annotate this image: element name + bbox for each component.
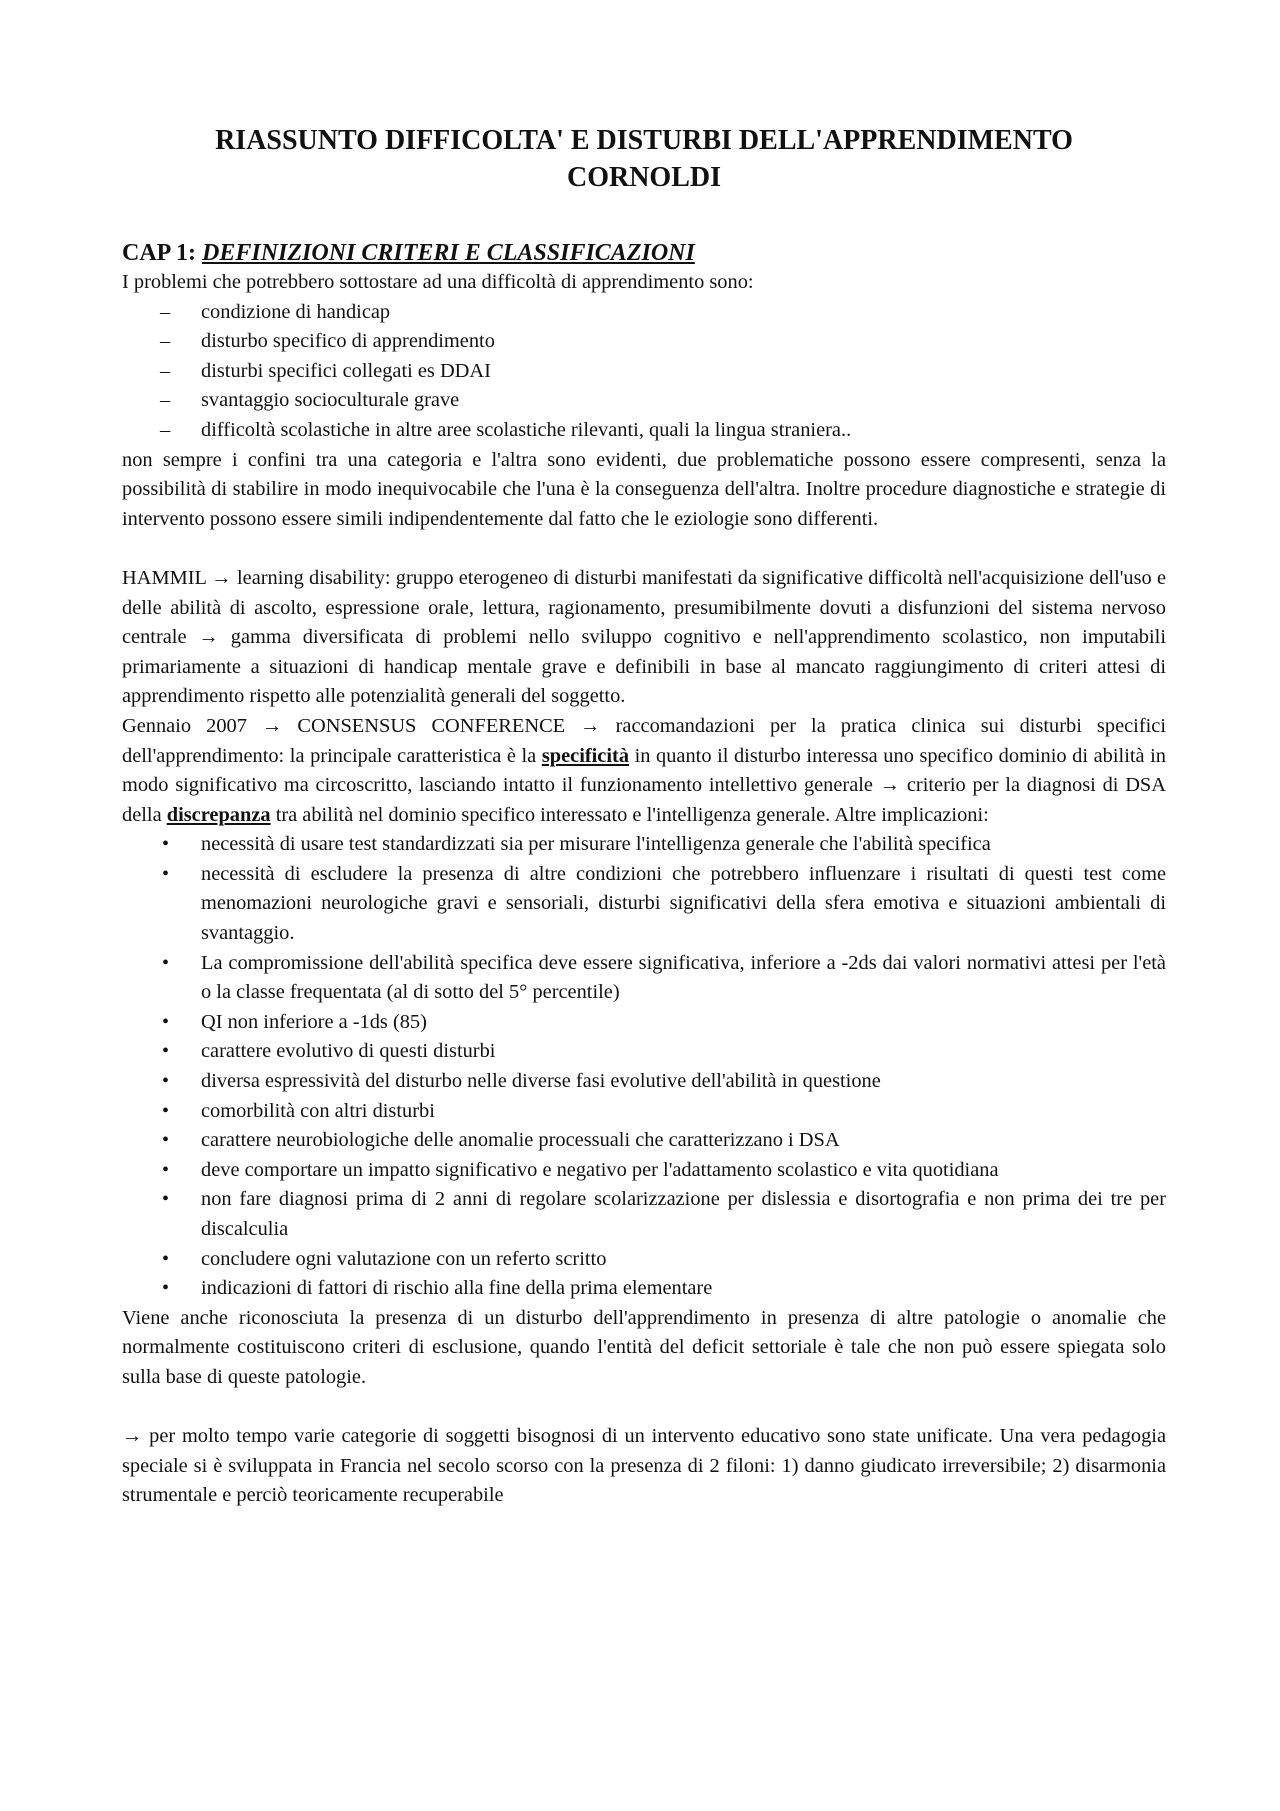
specificity-highlight: specificità <box>541 744 630 767</box>
bullet-item-text: comorbilità con altri disturbi <box>201 1099 435 1122</box>
hammil-paragraph: HAMMIL → learning disability: gruppo eterogeneo di disturbi manifestati da significative difficoltà nell'acquisizione dell'uso e delle abilità di ascolto, espressione orale, lettura, ragionamento, presumibilmente dovuti a disfunzioni del sistema nervoso centrale → gamma diversificata di problemi nello sviluppo cognitivo e nell'apprendimento scolastico, non imputabili primariamente a situazioni di handicap mentale grave e definibili in base al mancato raggiungimento di criteri attesi di apprendimento rispetto alle potenzialità generali del soggetto. <box>122 566 1166 708</box>
dash-list-item <box>122 327 1166 357</box>
bullet-item-text: carattere evolutivo di questi disturbi <box>201 1040 496 1063</box>
bullet-list-item <box>122 830 1166 860</box>
consensus-text-2: in quanto il disturbo interessa uno specifico dominio di abilità in modo significativo ma circoscritto, lasciando intatto il funzionamento intellettivo generale → criterio per la diagnosi di DSA della <box>122 744 1167 826</box>
dash-marker: – <box>160 330 171 353</box>
bullet-list-item <box>122 1185 1166 1244</box>
bullet-item-text: concludere ogni valutazione con un referto scritto <box>201 1247 607 1270</box>
bullet-marker: • <box>162 1010 170 1033</box>
intro-paragraph: I problemi che potrebbero sottostare ad una difficoltà di apprendimento sono: <box>122 271 754 293</box>
bullet-item-text: indicazioni di fattori di rischio alla fine della prima elementare <box>201 1277 713 1300</box>
boundaries-paragraph: non sempre i confini tra una categoria e l'altra sono evidenti, due problematiche possono essere compresenti, senza la possibilità di stabilire in modo inequivocabile che l'una è la conseguenza dell'altra. Inoltre procedure diagnostiche e strategie di intervento possono essere simili indipendentemente dal fatto che le eziologie sono differenti. <box>122 448 1166 530</box>
chapter-title: DEFINIZIONI CRITERI E CLASSIFICAZIONI <box>202 240 695 266</box>
document-title <box>122 122 1166 196</box>
dash-item-text: svantaggio socioculturale grave <box>201 389 460 412</box>
dash-marker: – <box>160 359 171 382</box>
bullet-list-item <box>122 1067 1166 1097</box>
consensus-paragraph <box>122 712 1166 830</box>
bullet-marker: • <box>162 1158 170 1181</box>
bullet-list-item <box>122 949 1166 1008</box>
dash-list-item <box>122 416 1166 446</box>
bullet-list-item <box>122 1245 1166 1275</box>
bullet-list-item <box>122 1008 1166 1038</box>
bullet-item-text: deve comportare un impatto significativo e negativo per l'adattamento scolastico e vita quotidiana <box>201 1158 999 1181</box>
bullet-marker: • <box>162 1277 170 1300</box>
consensus-text-3: tra abilità nel dominio specifico interessato e l'intelligenza generale. Altre implicazioni: <box>270 803 989 826</box>
bullet-marker: • <box>162 1247 170 1270</box>
bullet-marker: • <box>162 1129 170 1152</box>
bullet-item-text: necessità di escludere la presenza di altre condizioni che potrebbero influenzare i risultati di questi test come menomazioni neurologiche gravi e sensoriali, disturbi significativi della sfera emotiva e situazioni ambientali di svantaggio. <box>201 862 1166 945</box>
bullet-item-text: diversa espressività del disturbo nelle diverse fasi evolutive dell'abilità in questione <box>201 1070 881 1093</box>
paragraph-spacer <box>122 1393 1166 1423</box>
discrepancy-highlight: discrepanza <box>166 803 271 826</box>
bullet-list-item <box>122 1126 1166 1156</box>
bullet-item-text: non fare diagnosi prima di 2 anni di regolare scolarizzazione per dislessia e disortografia e non prima dei tre per discalculia <box>201 1188 1166 1240</box>
title-line-2: CORNOLDI <box>566 162 721 193</box>
paragraph-spacer <box>122 534 1166 564</box>
title-line-1: RIASSUNTO DIFFICOLTA' E DISTURBI DELL'APPRENDIMENTO <box>215 125 1073 156</box>
dash-item-text: difficoltà scolastiche in altre aree scolastiche rilevanti, quali la lingua straniera.. <box>201 418 852 441</box>
recognized-paragraph: Viene anche riconosciuta la presenza di un disturbo dell'apprendimento in presenza di altre patologie o anomalie che normalmente costituiscono criteri di esclusione, quando l'entità del deficit settoriale è tale che non può essere spiegata solo sulla base di queste patologie. <box>122 1306 1166 1388</box>
bullet-marker: • <box>162 833 170 856</box>
document-page <box>122 122 1166 1511</box>
dash-item-text: disturbo specifico di apprendimento <box>201 330 495 353</box>
bullet-marker: • <box>162 1070 170 1093</box>
dash-list <box>122 298 1166 446</box>
consensus-text-1: Gennaio 2007 → CONSENSUS CONFERENCE → raccomandazioni per la pratica clinica sui disturbi specifici dell'apprendimento: la principale caratteristica è la <box>122 714 1166 767</box>
dash-marker: – <box>160 418 171 441</box>
history-paragraph: → per molto tempo varie categorie di soggetti bisognosi di un intervento educativo sono state unificate. Una vera pedagogia speciale si è sviluppata in Francia nel secolo scorso con la presenza di 2 filoni: 1) danno giudicato irreversibile; 2) disarmonia strumentale e perciò teoricamente recuperabile <box>122 1425 1166 1507</box>
dash-item-text: condizione di handicap <box>201 300 391 323</box>
dash-marker: – <box>160 389 171 412</box>
bullet-list-item <box>122 1274 1166 1304</box>
chapter-prefix: CAP 1: <box>122 240 202 266</box>
chapter-heading <box>122 238 1166 268</box>
dash-list-item <box>122 357 1166 387</box>
dash-marker: – <box>160 300 171 323</box>
bullet-marker: • <box>162 951 170 974</box>
bullet-marker: • <box>162 1099 170 1122</box>
bullet-marker: • <box>162 862 170 885</box>
dash-list-item <box>122 298 1166 328</box>
bullet-list-item <box>122 1037 1166 1067</box>
bullet-item-text: La compromissione dell'abilità specifica deve essere significativa, inferiore a -2ds dai valori normativi attesi per l'età o la classe frequentata (al di sotto del 5° percentile) <box>201 951 1166 1004</box>
dash-list-item <box>122 386 1166 416</box>
bullet-list-item <box>122 860 1166 949</box>
dash-item-text: disturbi specifici collegati es DDAI <box>201 359 491 382</box>
bullet-item-text: carattere neurobiologiche delle anomalie processuali che caratterizzano i DSA <box>201 1129 840 1152</box>
bullet-marker: • <box>162 1040 170 1063</box>
bullet-list-item <box>122 1097 1166 1127</box>
bullet-item-text: necessità di usare test standardizzati sia per misurare l'intelligenza generale che l'abilità specifica <box>201 833 991 856</box>
bullet-marker: • <box>162 1188 170 1211</box>
bullet-list <box>122 830 1166 1304</box>
bullet-list-item <box>122 1156 1166 1186</box>
bullet-item-text: QI non inferiore a -1ds (85) <box>201 1010 427 1033</box>
